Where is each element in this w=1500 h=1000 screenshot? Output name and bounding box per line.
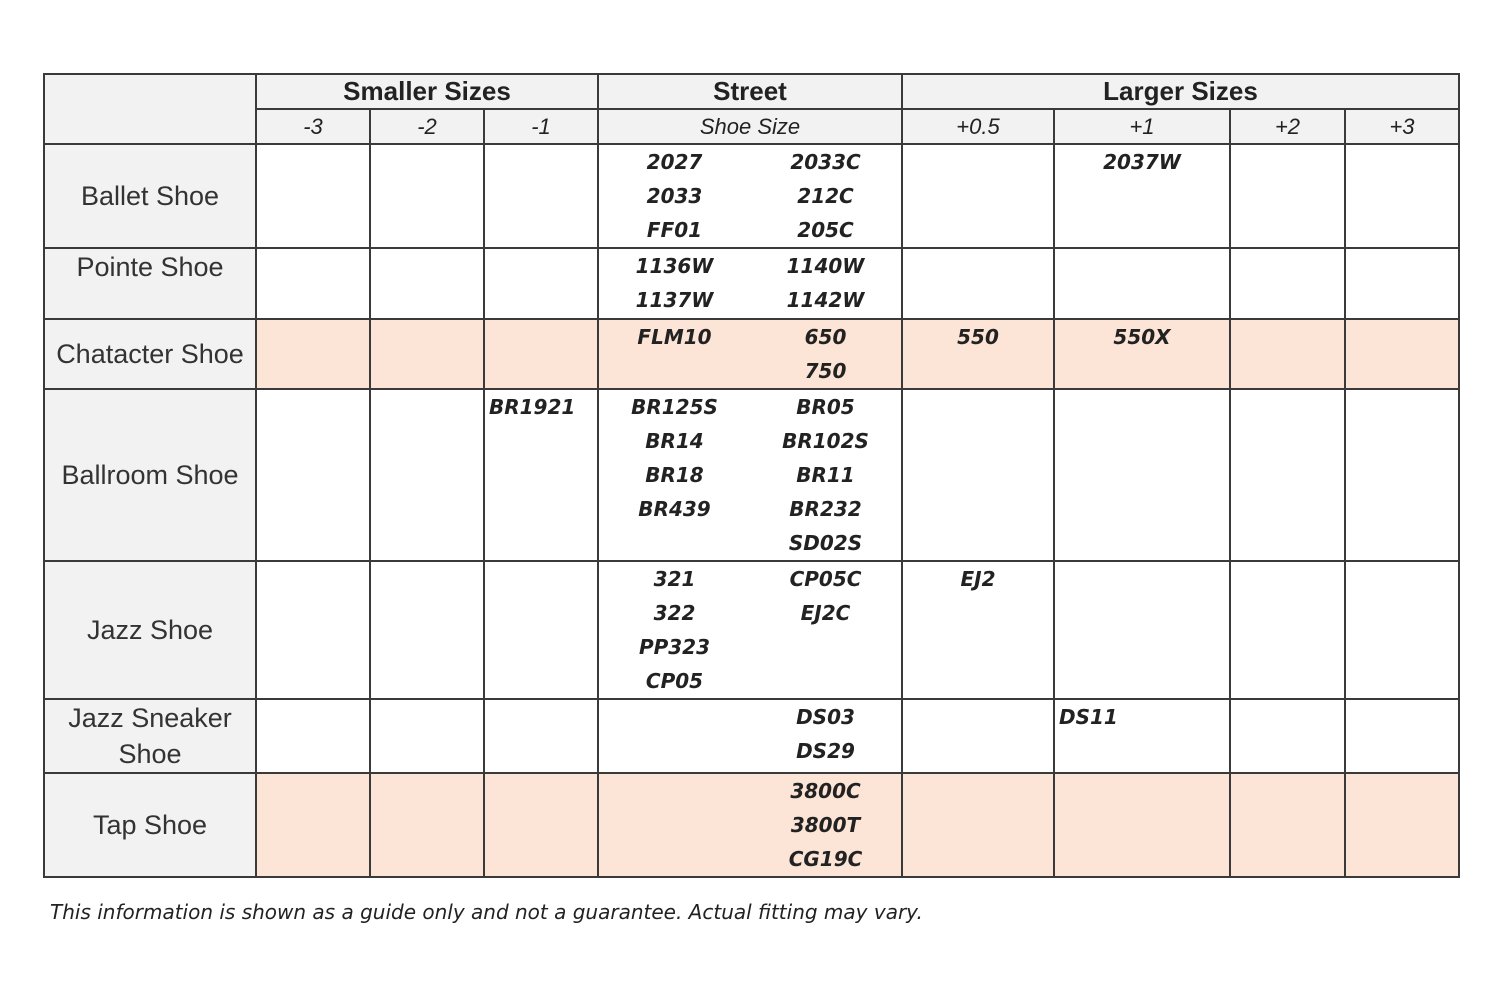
model-code: 212C <box>797 184 854 208</box>
size-cell-minus-2 <box>370 773 484 877</box>
header-larger-sizes: Larger Sizes <box>902 74 1459 109</box>
model-code: 3800T <box>790 813 861 837</box>
model-code: EJ2 <box>960 567 996 591</box>
model-code: 650 <box>804 325 847 349</box>
size-cell-minus-2 <box>370 144 484 248</box>
size-cell-minus-2 <box>370 699 484 773</box>
model-code: FLM10 <box>637 325 712 349</box>
table-row <box>44 699 1459 773</box>
row-label: Tap Shoe <box>44 773 256 877</box>
size-cell-minus-1 <box>484 319 598 389</box>
table-row <box>44 144 1459 248</box>
size-cell-plus-0-5 <box>902 248 1054 319</box>
model-code: 2037W <box>1103 150 1181 174</box>
model-code: BR102S <box>782 429 869 453</box>
row-label: Jazz Shoe <box>44 561 256 699</box>
size-cell-plus-1 <box>1054 773 1230 877</box>
row-label: Ballroom Shoe <box>44 389 256 561</box>
size-cell-minus-1 <box>484 144 598 248</box>
size-cell-minus-2 <box>370 389 484 561</box>
size-cell-minus-3 <box>256 144 370 248</box>
size-cell-plus-3 <box>1345 319 1459 389</box>
model-code: DS03 <box>796 705 855 729</box>
model-code: 321 <box>653 567 696 591</box>
size-cell-minus-2 <box>370 248 484 319</box>
model-code: 1136W <box>635 254 714 278</box>
size-cell-street <box>598 561 902 699</box>
model-code: 550X <box>1113 325 1171 349</box>
model-code: 1142W <box>786 288 865 312</box>
size-cell-plus-2 <box>1230 248 1345 319</box>
model-code: 322 <box>653 601 696 625</box>
size-cell-street <box>598 699 902 773</box>
size-cell-plus-3 <box>1345 699 1459 773</box>
size-cell-plus-0-5 <box>902 389 1054 561</box>
size-cell-minus-3 <box>256 699 370 773</box>
size-cell-plus-1 <box>1054 144 1230 248</box>
size-cell-plus-2 <box>1230 699 1345 773</box>
size-cell-plus-1 <box>1054 699 1230 773</box>
size-cell-plus-1 <box>1054 319 1230 389</box>
shoe-size-chart <box>43 73 1460 878</box>
table-row <box>44 248 1459 319</box>
size-cell-plus-1 <box>1054 561 1230 699</box>
model-code: 3800C <box>790 779 861 803</box>
model-code: BR11 <box>796 463 855 487</box>
size-cell-minus-1 <box>484 389 598 561</box>
size-cell-minus-2 <box>370 561 484 699</box>
size-cell-plus-3 <box>1345 389 1459 561</box>
model-code: CP05C <box>789 567 862 591</box>
size-cell-minus-1 <box>484 248 598 319</box>
header-smaller-sizes: Smaller Sizes <box>256 74 598 109</box>
model-code: 1140W <box>786 254 865 278</box>
size-cell-street <box>598 144 902 248</box>
size-cell-minus-1 <box>484 773 598 877</box>
size-cell-plus-2 <box>1230 561 1345 699</box>
model-code: 750 <box>804 359 847 383</box>
size-cell-plus-0-5 <box>902 319 1054 389</box>
size-cell-minus-3 <box>256 248 370 319</box>
column-header: -2 <box>370 109 484 144</box>
size-cell-plus-1 <box>1054 248 1230 319</box>
size-cell-plus-0-5 <box>902 144 1054 248</box>
header-corner <box>44 74 256 144</box>
size-cell-plus-2 <box>1230 773 1345 877</box>
size-cell-minus-3 <box>256 319 370 389</box>
model-code: BR125S <box>631 395 718 419</box>
row-label: Ballet Shoe <box>44 144 256 248</box>
model-code: 2027 <box>646 150 703 174</box>
model-code: DS11 <box>1059 705 1118 729</box>
column-header: +1 <box>1054 109 1230 144</box>
table-row <box>44 773 1459 877</box>
model-code: 2033C <box>790 150 861 174</box>
model-code: BR1921 <box>489 395 576 419</box>
size-cell-minus-3 <box>256 561 370 699</box>
size-cell-street <box>598 248 902 319</box>
column-header: Shoe Size <box>598 109 902 144</box>
model-code: BR439 <box>638 497 711 521</box>
size-cell-plus-3 <box>1345 248 1459 319</box>
size-cell-plus-3 <box>1345 561 1459 699</box>
column-header: -1 <box>484 109 598 144</box>
model-code: PP323 <box>638 635 711 659</box>
model-code: 550 <box>957 325 999 349</box>
size-cell-minus-3 <box>256 773 370 877</box>
row-label: Jazz Sneaker Shoe <box>44 699 256 773</box>
model-code: CP05 <box>645 669 704 693</box>
size-cell-minus-3 <box>256 389 370 561</box>
model-code: EJ2C <box>800 601 851 625</box>
column-header: +0.5 <box>902 109 1054 144</box>
row-label: Chatacter Shoe <box>44 319 256 389</box>
size-cell-minus-2 <box>370 319 484 389</box>
model-code: BR232 <box>789 497 862 521</box>
size-cell-street <box>598 319 902 389</box>
model-code: BR18 <box>645 463 704 487</box>
size-cell-plus-0-5 <box>902 561 1054 699</box>
model-code: DS29 <box>796 739 855 763</box>
model-code: BR14 <box>645 429 704 453</box>
model-code: BR05 <box>796 395 855 419</box>
model-code: SD02S <box>788 531 863 555</box>
model-code: 1137W <box>635 288 714 312</box>
size-cell-plus-2 <box>1230 389 1345 561</box>
size-cell-plus-2 <box>1230 144 1345 248</box>
size-cell-plus-3 <box>1345 144 1459 248</box>
disclaimer-footnote: This information is shown as a guide only and not a guarantee. Actual fitting may vary. <box>50 900 923 924</box>
size-cell-plus-2 <box>1230 319 1345 389</box>
table-row <box>44 561 1459 699</box>
model-code: 205C <box>797 218 854 242</box>
size-cell-plus-3 <box>1345 773 1459 877</box>
header-street: Street <box>598 74 902 109</box>
size-cell-plus-1 <box>1054 389 1230 561</box>
model-code: CG19C <box>788 847 863 871</box>
row-label: Pointe Shoe <box>44 248 256 319</box>
model-code: 2033 <box>646 184 703 208</box>
size-cell-minus-1 <box>484 561 598 699</box>
table-row <box>44 389 1459 561</box>
column-header: +2 <box>1230 109 1345 144</box>
size-cell-minus-1 <box>484 699 598 773</box>
column-header: +3 <box>1345 109 1459 144</box>
size-cell-plus-0-5 <box>902 773 1054 877</box>
size-cell-street <box>598 389 902 561</box>
table-row <box>44 319 1459 389</box>
size-cell-plus-0-5 <box>902 699 1054 773</box>
column-header: -3 <box>256 109 370 144</box>
model-code: FF01 <box>646 218 703 242</box>
size-cell-street <box>598 773 902 877</box>
